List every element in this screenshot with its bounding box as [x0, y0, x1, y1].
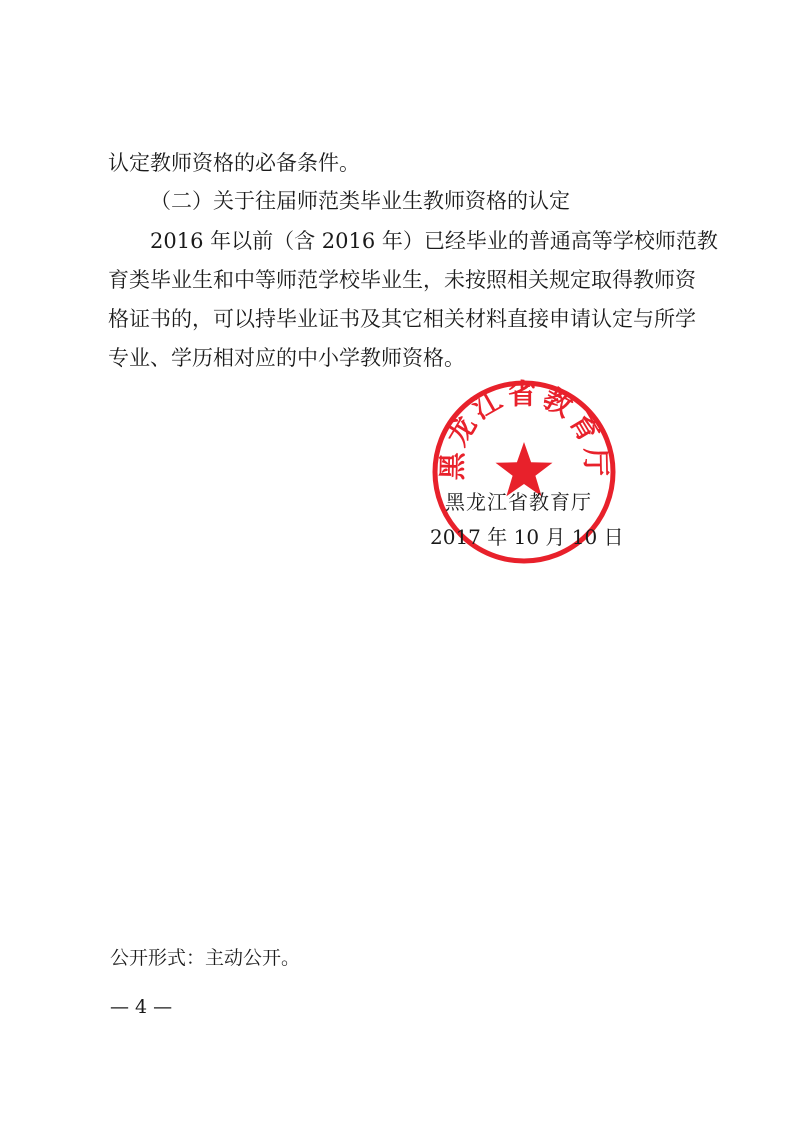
seal-text: 黑龙江省教育厅 — [435, 378, 613, 481]
paragraph-line: 格证书的，可以持毕业证书及其它相关材料直接申请认定与所学 — [108, 307, 696, 331]
paragraph-line: 专业、学历相对应的中小学教师资格。 — [108, 346, 465, 370]
page-number: — 4 — — [110, 996, 173, 1018]
section-heading: （二）关于往届师范类毕业生教师资格的认定 — [150, 189, 570, 213]
paragraph-line: 认定教师资格的必备条件。 — [108, 151, 360, 175]
star-icon — [496, 442, 553, 496]
disclosure-note: 公开形式：主动公开。 — [110, 947, 301, 969]
paragraph-line: 2016 年以前（含 2016 年）已经毕业的普通高等学校师范教 — [150, 229, 718, 253]
paragraph-line: 育类毕业生和中等师范学校毕业生，未按照相关规定取得教师资 — [108, 268, 696, 292]
signature-date: 2017 年 10 月 10 日 — [430, 525, 624, 549]
signature-org: 黑龙江省教育厅 — [445, 490, 592, 514]
